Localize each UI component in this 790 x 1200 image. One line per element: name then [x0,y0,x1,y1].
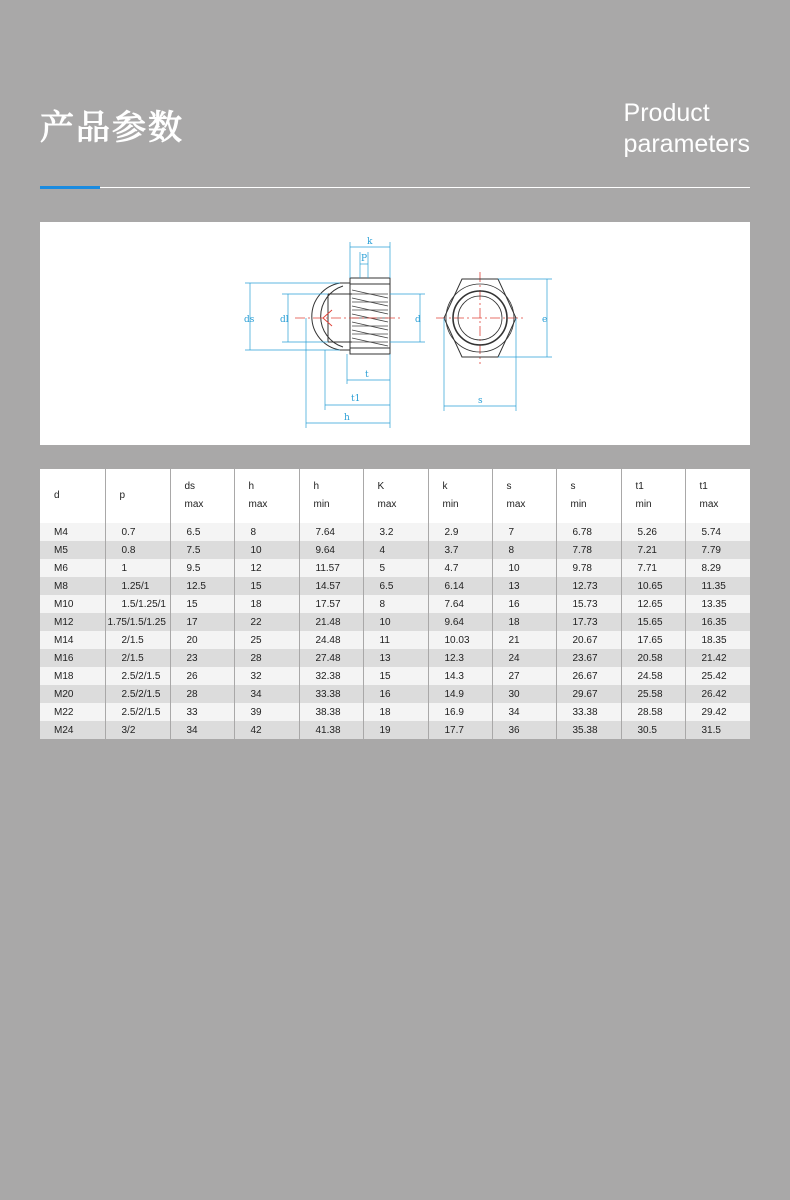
dimension-label-t1: t1 [351,394,361,404]
column-header [556,469,621,523]
table-cell: 1.75/1.5/1.25 [105,613,170,631]
column-header-label: h [248,481,255,492]
table-cell: M8 [40,577,105,595]
table-cell: 14.3 [428,667,492,685]
table-cell: 17 [170,613,234,631]
table-cell: 6.5 [170,523,234,541]
column-header-sublabel: min [635,499,652,510]
column-header-label: ds [184,481,196,492]
page-title-english [624,98,750,160]
column-header [170,469,234,523]
table-cell: 41.38 [299,721,363,739]
table-cell: M20 [40,685,105,703]
column-header [40,469,105,523]
table-cell: 6.5 [363,577,428,595]
table-cell: 15 [363,667,428,685]
table-cell: 21.48 [299,613,363,631]
table-cell: 6.14 [428,577,492,595]
table-cell: 10.03 [428,631,492,649]
table-row [40,649,750,667]
table-cell: 7.21 [621,541,685,559]
table-cell: 13.35 [685,595,750,613]
column-header-label: d [54,490,60,501]
table-cell: 42 [234,721,299,739]
column-header-sublabel: min [570,499,587,510]
table-cell: 21.42 [685,649,750,667]
table-cell: 18 [363,703,428,721]
table-row [40,523,750,541]
column-header-label: t1 [699,481,708,492]
table-cell: 11 [363,631,428,649]
table-cell: 18 [492,613,556,631]
table-cell: 11.57 [299,559,363,577]
table-cell: 32.38 [299,667,363,685]
table-row [40,631,750,649]
table-cell: 21 [492,631,556,649]
cap-nut-side-view [312,278,390,354]
column-header-label: t1 [635,481,644,492]
table-cell: 9.64 [428,613,492,631]
table-cell: 32 [234,667,299,685]
table-cell: 31.5 [685,721,750,739]
table-cell: 26.42 [685,685,750,703]
table-cell: 34 [234,685,299,703]
table-cell: 7.71 [621,559,685,577]
table-cell: 1 [105,559,170,577]
column-header-label: h [313,481,320,492]
table-cell: M14 [40,631,105,649]
table-cell: 20 [170,631,234,649]
table-cell: 19 [363,721,428,739]
table-cell: 8 [234,523,299,541]
column-header-label: k [442,481,448,492]
table-cell: 12.73 [556,577,621,595]
table-cell: 13 [363,649,428,667]
table-cell: 34 [492,703,556,721]
table-cell: 29.42 [685,703,750,721]
table-cell: 26 [170,667,234,685]
table-cell: 24 [492,649,556,667]
dimension-label-p: P [361,254,368,264]
table-cell: 25 [234,631,299,649]
column-header-label: p [119,490,126,501]
table-row [40,667,750,685]
column-header [363,469,428,523]
table-cell: 10 [234,541,299,559]
table-cell: M10 [40,595,105,613]
table-cell: 1.25/1 [105,577,170,595]
column-header [621,469,685,523]
column-header-sublabel: max [506,499,526,510]
table-cell: M6 [40,559,105,577]
table-cell: 18.35 [685,631,750,649]
table-cell: 7 [492,523,556,541]
table-cell: 12.3 [428,649,492,667]
table-cell: 29.67 [556,685,621,703]
column-header [428,469,492,523]
table-cell: 17.7 [428,721,492,739]
table-cell: 3.2 [363,523,428,541]
table-cell: M18 [40,667,105,685]
table-row [40,721,750,739]
table-cell: 0.8 [105,541,170,559]
table-row [40,559,750,577]
table-cell: 1.5/1.25/1 [105,595,170,613]
table-cell: 30 [492,685,556,703]
table-cell: M12 [40,613,105,631]
column-header-label: K [377,481,385,492]
table-cell: 12 [234,559,299,577]
table-cell: 3.7 [428,541,492,559]
spec-table-header [40,469,750,523]
table-cell: 23.67 [556,649,621,667]
table-cell: 15 [170,595,234,613]
dimension-label-d: d [415,315,421,325]
table-cell: 24.58 [621,667,685,685]
table-cell: 33.38 [299,685,363,703]
table-cell: 7.64 [428,595,492,613]
table-cell: 16.9 [428,703,492,721]
dimension-label-ds: ds [244,315,255,325]
table-cell: 10.65 [621,577,685,595]
table-cell: 2/1.5 [105,649,170,667]
table-cell: 5.26 [621,523,685,541]
table-cell: 16.35 [685,613,750,631]
table-cell: 14.57 [299,577,363,595]
dimension-label-dl: dl [280,315,289,325]
table-cell: 33 [170,703,234,721]
table-cell: 16 [363,685,428,703]
table-cell: 36 [492,721,556,739]
table-cell: 27 [492,667,556,685]
table-cell: 9.78 [556,559,621,577]
column-header [234,469,299,523]
dimension-label-s: s [478,396,483,406]
page-title: 产品参数 [40,108,184,148]
table-cell: 8 [363,595,428,613]
table-cell: 11.35 [685,577,750,595]
column-header [492,469,556,523]
table-cell: 2.9 [428,523,492,541]
table-cell: 6.78 [556,523,621,541]
table-cell: M5 [40,541,105,559]
table-cell: M4 [40,523,105,541]
table-cell: 30.5 [621,721,685,739]
table-cell: 13 [492,577,556,595]
table-cell: 17.73 [556,613,621,631]
table-row [40,685,750,703]
table-row [40,703,750,721]
table-cell: 28 [234,649,299,667]
table-cell: 2.5/2/1.5 [105,667,170,685]
table-cell: 0.7 [105,523,170,541]
table-cell: 9.64 [299,541,363,559]
dimension-label-t: t [365,370,369,380]
spec-table-body [40,523,750,739]
column-header-sublabel: max [377,499,397,510]
page-title-english-line2: parameters [623,130,750,158]
column-header [299,469,363,523]
table-cell: 17.57 [299,595,363,613]
column-header-sublabel: max [184,499,204,510]
column-header-sublabel: min [442,499,459,510]
column-header-label: s [570,481,576,492]
table-cell: 4 [363,541,428,559]
table-cell: 2/1.5 [105,631,170,649]
table-cell: 22 [234,613,299,631]
table-cell: 23 [170,649,234,667]
table-cell: 12.65 [621,595,685,613]
dimension-label-e: e [542,315,548,325]
table-cell: 18 [234,595,299,613]
table-cell: 28 [170,685,234,703]
table-row [40,541,750,559]
table-cell: 20.67 [556,631,621,649]
table-cell: 33.38 [556,703,621,721]
table-cell: 39 [234,703,299,721]
table-cell: 12.5 [170,577,234,595]
spec-table [40,469,750,739]
table-cell: 24.48 [299,631,363,649]
cap-nut-technical-drawing [40,222,750,445]
page-title-english-line1: Product [623,99,710,127]
table-row [40,577,750,595]
table-cell: 5.74 [685,523,750,541]
table-cell: 28.58 [621,703,685,721]
table-cell: 5 [363,559,428,577]
dimension-label-k: k [367,237,373,247]
table-cell: 10 [363,613,428,631]
table-cell: 3/2 [105,721,170,739]
table-cell: 38.38 [299,703,363,721]
table-cell: 10 [492,559,556,577]
table-cell: 15.65 [621,613,685,631]
dimension-label-h: h [344,413,350,423]
header-accent-bar [40,186,100,189]
table-cell: 7.5 [170,541,234,559]
table-cell: 9.5 [170,559,234,577]
table-cell: 7.78 [556,541,621,559]
cap-nut-drawing-panel [40,222,750,445]
table-cell: M22 [40,703,105,721]
table-cell: 2.5/2/1.5 [105,685,170,703]
column-header [685,469,750,523]
table-cell: 27.48 [299,649,363,667]
column-header-sublabel: max [699,499,719,510]
table-cell: 15 [234,577,299,595]
table-cell: 35.38 [556,721,621,739]
table-cell: 14.9 [428,685,492,703]
table-cell: M24 [40,721,105,739]
table-cell: 7.64 [299,523,363,541]
table-cell: 20.58 [621,649,685,667]
table-cell: 4.7 [428,559,492,577]
table-row [40,613,750,631]
column-header-sublabel: min [313,499,330,510]
column-header-label: s [506,481,512,492]
table-cell: 2.5/2/1.5 [105,703,170,721]
table-cell: 25.42 [685,667,750,685]
column-header [105,469,170,523]
table-cell: 7.79 [685,541,750,559]
table-cell: 15.73 [556,595,621,613]
table-cell: 16 [492,595,556,613]
table-cell: 8.29 [685,559,750,577]
side-view-dimensions [245,242,425,428]
table-cell: 26.67 [556,667,621,685]
column-header-sublabel: max [248,499,268,510]
header-divider [40,187,750,188]
table-cell: 17.65 [621,631,685,649]
table-row [40,595,750,613]
table-cell: 34 [170,721,234,739]
table-cell: 25.58 [621,685,685,703]
table-cell: M16 [40,649,105,667]
table-cell: 8 [492,541,556,559]
